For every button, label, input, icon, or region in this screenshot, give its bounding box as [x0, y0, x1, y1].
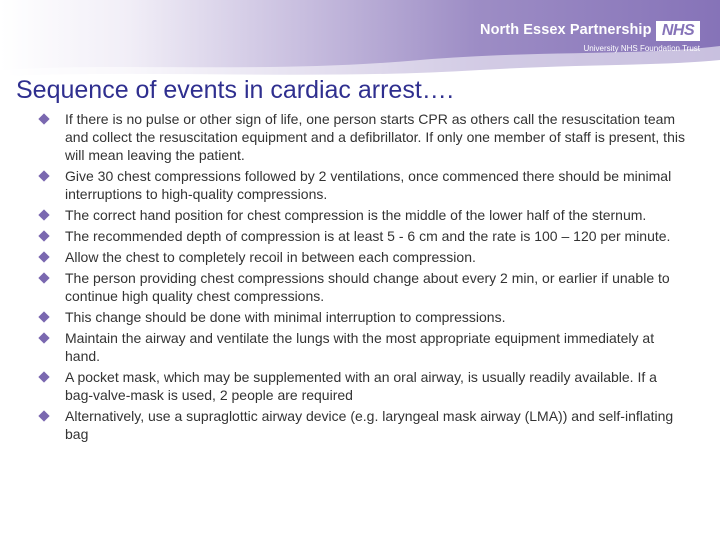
bullet-list: [36, 110, 686, 446]
bullet-item: [36, 110, 686, 164]
diamond-bullet-icon: [38, 230, 49, 241]
diamond-bullet-icon: [38, 371, 49, 382]
bullet-text: The person providing chest compressions should change about every 2 min, or earlier if unable to continue high quality chest compressions.: [65, 270, 670, 304]
nhs-logo: NHS: [656, 21, 700, 41]
bullet-text: This change should be done with minimal interruption to compressions.: [65, 309, 506, 325]
slide-title: Sequence of events in cardiac arrest….: [16, 76, 454, 104]
org-name: North Essex Partnership: [480, 22, 652, 38]
bullet-item: [36, 167, 686, 203]
org-subtitle: University NHS Foundation Trust: [583, 44, 700, 53]
diamond-bullet-icon: [38, 332, 49, 343]
bullet-text: Allow the chest to completely recoil in between each compression.: [65, 249, 476, 265]
diamond-bullet-icon: [38, 209, 49, 220]
bullet-item: [36, 308, 686, 326]
bullet-item: [36, 227, 686, 245]
bullet-item: [36, 329, 686, 365]
bullet-item: [36, 269, 686, 305]
diamond-bullet-icon: [38, 170, 49, 181]
diamond-bullet-icon: [38, 272, 49, 283]
diamond-bullet-icon: [38, 113, 49, 124]
diamond-bullet-icon: [38, 251, 49, 262]
bullet-item: [36, 206, 686, 224]
diamond-bullet-icon: [38, 410, 49, 421]
diamond-bullet-icon: [38, 311, 49, 322]
trust-logo: [480, 20, 700, 60]
bullet-text: The correct hand position for chest compression is the middle of the lower half of the sternum.: [65, 207, 647, 223]
bullet-text: Alternatively, use a supraglottic airway device (e.g. laryngeal mask airway (LMA)) and self-inflating bag: [65, 408, 674, 442]
header-banner: [0, 0, 720, 82]
bullet-text: A pocket mask, which may be supplemented with an oral airway, is usually readily available. If a bag-valve-mask is used, 2 people are required: [65, 369, 657, 403]
bullet-item: [36, 248, 686, 266]
bullet-item: [36, 368, 686, 404]
bullet-text: If there is no pulse or other sign of life, one person starts CPR as others call the resuscitation team and collect the resuscitation equipment and a defibrillator. If only one member of staff is present, this will mean leaving the patient.: [65, 111, 685, 163]
bullet-text: The recommended depth of compression is at least 5 - 6 cm and the rate is 100 – 120 per minute.: [65, 228, 671, 244]
bullet-text: Give 30 chest compressions followed by 2 ventilations, once commenced there should be minimal interruptions to high-quality compressions.: [65, 168, 672, 202]
bullet-text: Maintain the airway and ventilate the lungs with the most appropriate equipment immediately at hand.: [65, 330, 655, 364]
bullet-item: [36, 407, 686, 443]
